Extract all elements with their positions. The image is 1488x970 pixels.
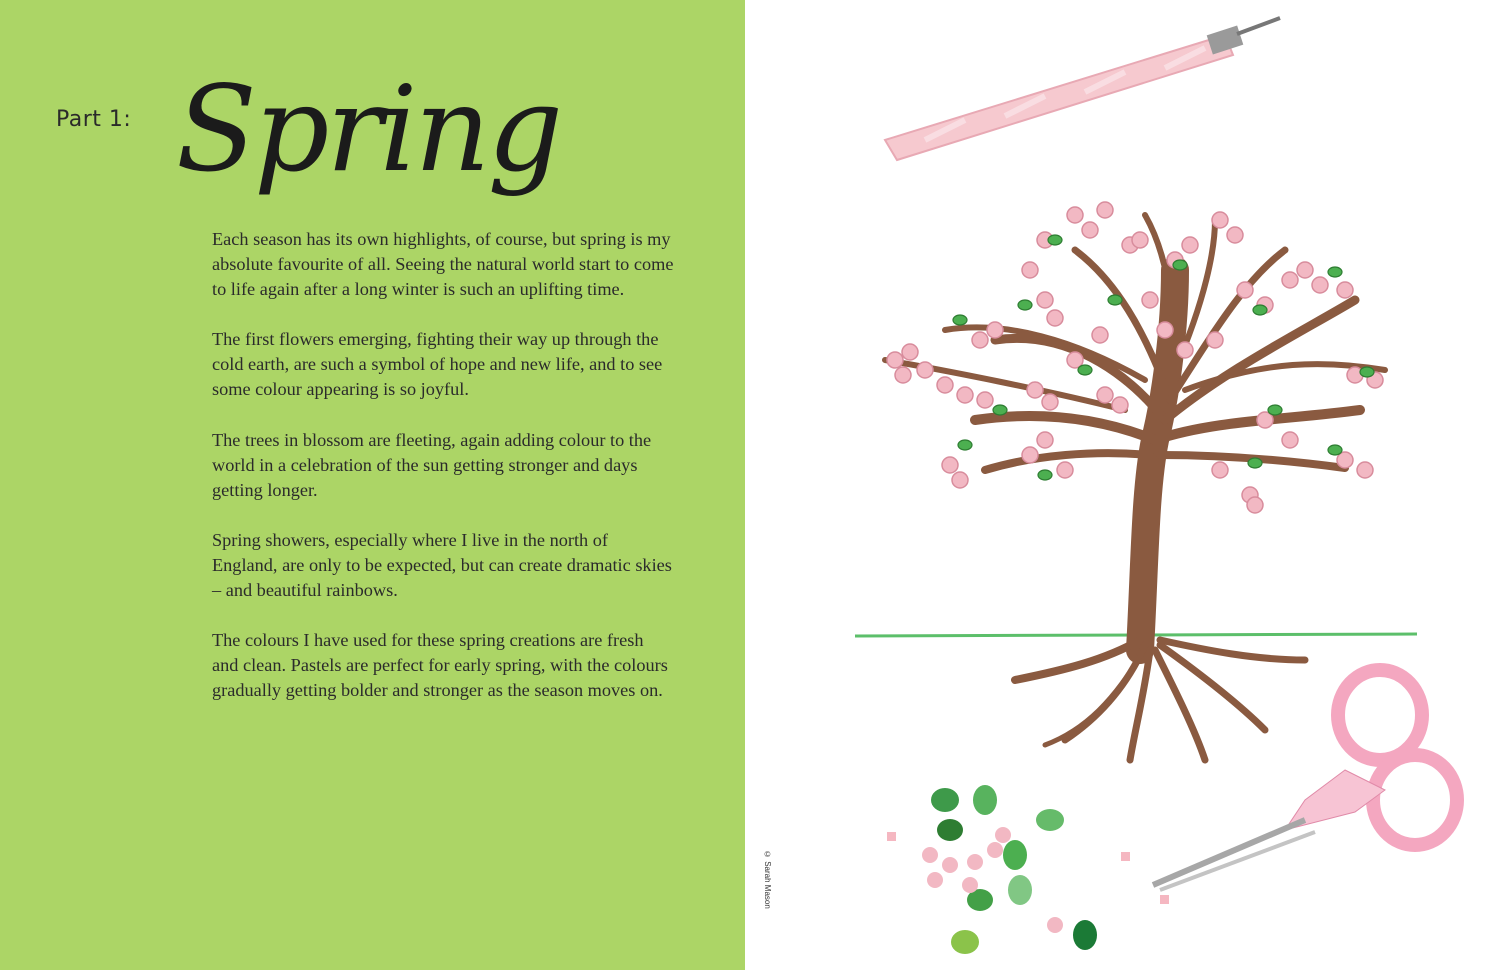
paragraph-3: The trees in blossom are fleeting, again adding colour to the world in a celebration of the sun getting stronger and days getting longer. [212,429,652,500]
paragraph-2: The first flowers emerging, fighting their way up through the cold earth, are such a symbol of hope and new life, and to see some colour appearing is so joyful. [212,329,663,400]
paragraph-5: The colours I have used for these spring creations are fresh and clean. Pastels are perfect for early spring, with the colours gradually getting bolder and stronger as the season moves on. [212,630,668,701]
scissors [1153,670,1457,890]
quilled-tree-photo [745,0,1488,970]
scattered-quilled-pieces [887,785,1169,954]
paragraph-4: Spring showers, especially where I live in the north of England, are only to be expected, but can create dramatic skies – and beautiful rainbows. [212,529,672,601]
part-label: Part 1: [56,107,132,132]
chapter-title: Spring [176,60,561,198]
photo-credit: © Sarah Mason [763,850,772,909]
quilling-tool [885,18,1280,160]
body-text [212,227,674,728]
paragraph-1: Each season has its own highlights, of course, but spring is my absolute favourite of all. Seeing the natural world start to come to life again after a long winter is such an uplifting time. [212,229,674,300]
